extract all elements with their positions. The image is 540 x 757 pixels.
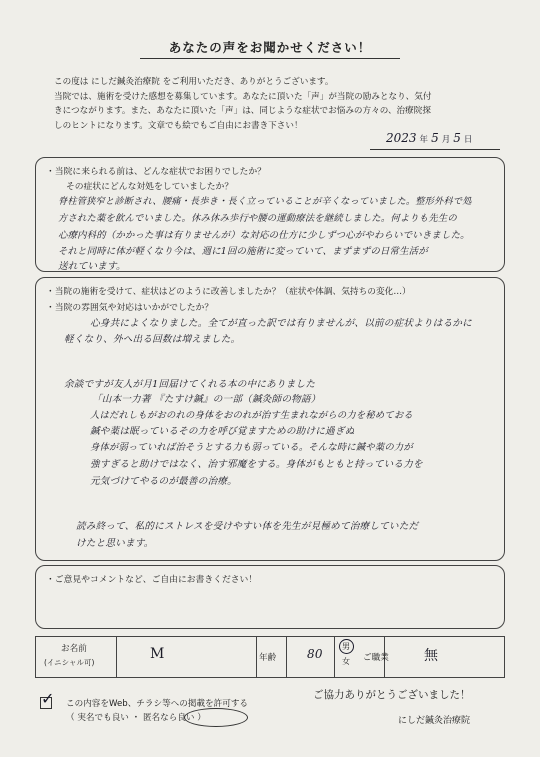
date-field [386, 131, 475, 145]
intro-line: しのヒントになります。文章でも絵でもご自由にお書き下さい！ [54, 120, 303, 131]
section2-question: ・当院の施術を受けて、症状はどのように改善しましたか？（症状や体調、気持ちの変化…） [46, 287, 411, 297]
section2-answer-line: 軽くなり、外へ出る回数は増えました。 [64, 334, 241, 345]
date-month-unit: 月 [441, 135, 451, 145]
thanks-text: ご協力ありがとうございました！ [313, 689, 471, 701]
section2-answer-line: 身体が弱っていれば治そうとする力も弱っている。そんな時に鍼や薬の力が [90, 442, 413, 453]
age-label: 年齢 [259, 653, 277, 663]
intro-line: きにつながります。また、あなたに頂いた「声」は、同じような症状でお悩みの方々の、治療院探 [54, 106, 431, 116]
section3-question: ・ご意見やコメントなど、ご自由にお書きください！ [46, 575, 258, 585]
date-month: 5 [431, 131, 439, 145]
title-underline [140, 58, 400, 59]
date-day: 5 [453, 131, 461, 145]
section1-answer-line: 脊柱管狭窄と診断され、腰痛・長歩き・長く立っていることが辛くなっていました。整形外科で処 [58, 196, 472, 207]
date-underline [370, 149, 500, 150]
page-title: あなたの声をお聞かせください！ [168, 40, 372, 55]
age-value: 80 [307, 647, 323, 661]
section1-answer-line: 方された薬を飲んでいました。休み休み歩行や腰の運動療法を継続しました。何よりも先生の [58, 213, 457, 224]
section1-answer-line: 心療内科的（かかった事は有りませんが）な対応の仕方に少しずつ心がやわらいでいきました。 [58, 230, 470, 241]
section2-answer-line: 余談ですが友人が月1回届けてくれる本の中にありました [64, 379, 316, 390]
intro-line: 当院では、施術を受けた感想を募集しています。あなたに頂いた「声」が当院の励みとなり、気付 [54, 91, 432, 102]
section2-answer-line: けたと思います。 [76, 538, 154, 549]
date-day-unit: 日 [463, 135, 473, 145]
intro-line: この度は にしだ鍼灸治療院 をご利用いただき、ありがとうございます。 [54, 77, 334, 87]
intro-text [54, 75, 494, 133]
section2-question: ・当院の雰囲気や対応はいかがでしたか？ [46, 303, 214, 313]
date-year-unit: 年 [419, 135, 429, 145]
section1-answer-line: それと同時に体が軽くなり今は、週に1回の施術に変っていて、まずまずの日常生活が [58, 246, 428, 257]
gender-male: 男 [342, 642, 350, 651]
anonymous-selection-circle [184, 708, 248, 727]
clinic-name: にしだ鍼灸治療院 [398, 716, 471, 726]
name-label: お名前 [61, 644, 87, 654]
checkmark-icon: ✓ [41, 689, 55, 708]
gender-selection-circle [339, 639, 354, 654]
section2-answer-line: 鍼や薬は眠っているその力を呼び覚ますための助けに過ぎぬ [90, 426, 355, 437]
section2-answer-line: 心身共によくなりました。全てが直った訳では有りませんが、以前の症状よりはるかに [90, 318, 472, 329]
date-year: 2023 [386, 131, 417, 145]
section1-question-sub: その症状にどんな対処をしていましたか？ [66, 182, 234, 192]
permission-options: （ 実名でも良い ・ 匿名なら良い ） [66, 713, 206, 723]
section2-answer-line: 強すぎると助けではなく、治す邪魔をする。身体がもともと持っている力を [90, 459, 423, 470]
section2-answer-line: 元気づけてやるのが最善の治療。 [90, 476, 237, 487]
name-sub-label: (イニシャル可) [44, 658, 95, 667]
occupation-value: 無 [424, 648, 439, 664]
section2-answer-line: 読み終って、私的にストレスを受けやすい体を先生が見極めて治療していただ [76, 521, 419, 532]
name-value-cell [116, 637, 257, 677]
section1-question: ・当院に来られる前は、どんな症状でお困りでしたか？ [46, 167, 266, 177]
occupation-label: ご職業 [363, 653, 389, 663]
gender-female: 女 [342, 657, 350, 666]
section1-answer-line: 送れています。 [58, 261, 126, 272]
section2-answer-line: 「山本一力著 『たすけ鍼』の一部（鍼灸師の物語） [92, 394, 321, 405]
name-value: M [150, 646, 165, 662]
permission-text: この内容をWeb、チラシ等への掲載を許可する [66, 699, 249, 709]
section2-answer-line: 人はだれしもがおのれの身体をおのれが治す生まれながらの力を秘めておる [90, 410, 413, 421]
